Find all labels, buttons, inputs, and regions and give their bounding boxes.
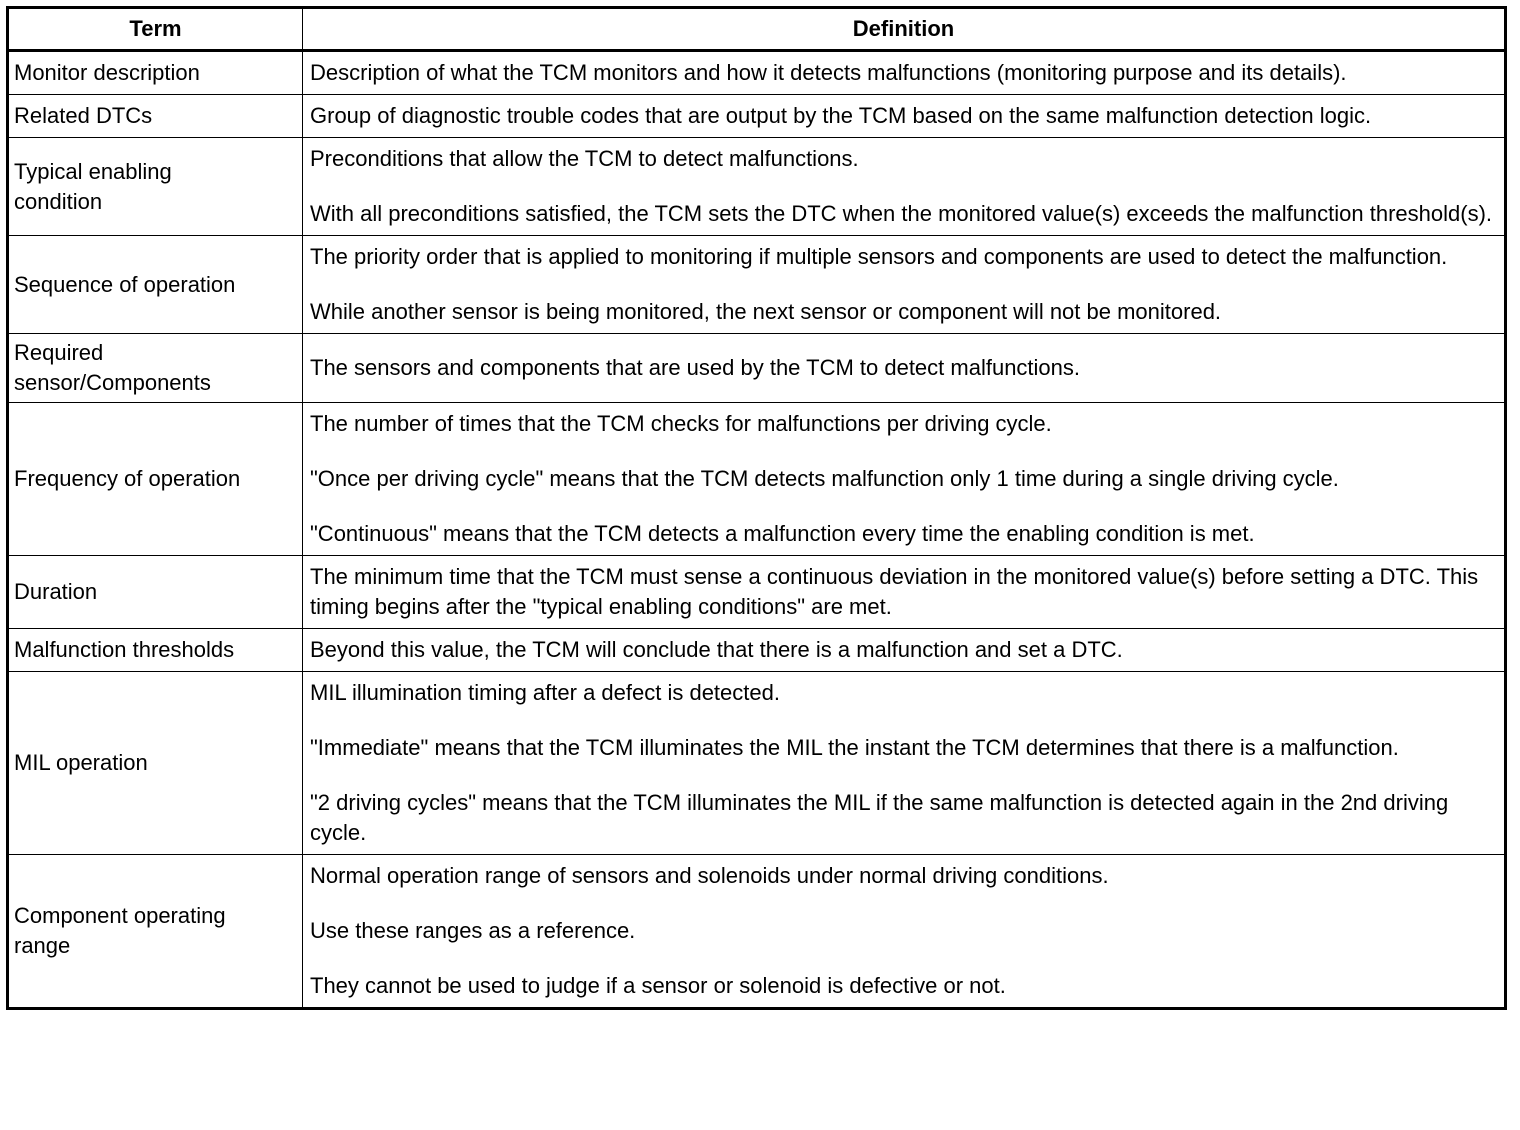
term-cell: MIL operation: [8, 672, 303, 855]
definition-paragraph: MIL illumination timing after a defect is detected.: [310, 680, 780, 705]
definition-cell: [303, 95, 1506, 138]
term-cell: Duration: [8, 556, 303, 629]
definition-cell: [303, 334, 1506, 403]
definition-paragraph: Normal operation range of sensors and solenoids under normal driving conditions.: [310, 863, 1109, 888]
definition-cell: [303, 138, 1506, 236]
term-cell: Component operating range: [8, 855, 303, 1009]
definition-cell: [303, 51, 1506, 95]
term-cell: Frequency of operation: [8, 403, 303, 556]
header-row: [8, 8, 1506, 51]
definition-paragraph: With all preconditions satisfied, the TCM sets the DTC when the monitored value(s) exceeds the malfunction threshold(s).: [310, 201, 1493, 226]
table-row: [8, 672, 1506, 855]
definition-paragraph: Use these ranges as a reference.: [310, 918, 636, 943]
definition-cell: [303, 629, 1506, 672]
definition-cell: [303, 236, 1506, 334]
table-row: [8, 236, 1506, 334]
definition-column-header: Definition: [303, 8, 1506, 51]
definition-paragraph: The number of times that the TCM checks for malfunctions per driving cycle.: [310, 411, 1052, 436]
term-cell: Related DTCs: [8, 95, 303, 138]
definition-paragraph: Group of diagnostic trouble codes that are output by the TCM based on the same malfunction detection logic.: [310, 103, 1372, 128]
table-row: [8, 403, 1506, 556]
term-column-header: Term: [8, 8, 303, 51]
definition-cell: [303, 672, 1506, 855]
definition-paragraph: Beyond this value, the TCM will conclude that there is a malfunction and set a DTC.: [310, 637, 1123, 662]
definition-paragraph: Description of what the TCM monitors and how it detects malfunctions (monitoring purpose and its details).: [310, 60, 1347, 85]
definition-paragraph: "Once per driving cycle" means that the TCM detects malfunction only 1 time during a single driving cycle.: [310, 466, 1339, 491]
definition-cell: [303, 855, 1506, 1009]
term-cell: Malfunction thresholds: [8, 629, 303, 672]
table-row: [8, 629, 1506, 672]
definition-paragraph: "2 driving cycles" means that the TCM illuminates the MIL if the same malfunction is detected again in the 2nd driving cycle.: [310, 790, 1449, 845]
term-cell: Sequence of operation: [8, 236, 303, 334]
table-row: [8, 855, 1506, 1009]
definition-cell: [303, 556, 1506, 629]
definition-paragraph: While another sensor is being monitored, the next sensor or component will not be monitored.: [310, 299, 1222, 324]
definition-paragraph: "Continuous" means that the TCM detects a malfunction every time the enabling condition is met.: [310, 521, 1255, 546]
definition-paragraph: "Immediate" means that the TCM illuminates the MIL the instant the TCM determines that there is a malfunction.: [310, 735, 1399, 760]
table-row: [8, 334, 1506, 403]
definition-paragraph: The sensors and components that are used by the TCM to detect malfunctions.: [310, 355, 1081, 380]
definition-paragraph: They cannot be used to judge if a sensor or solenoid is defective or not.: [310, 973, 1006, 998]
table-row: [8, 51, 1506, 95]
definition-paragraph: The minimum time that the TCM must sense a continuous deviation in the monitored value(s) before setting a DTC. This timing begins after the "typical enabling conditions" are met.: [310, 564, 1479, 619]
table-row: [8, 95, 1506, 138]
definition-cell: [303, 403, 1506, 556]
definition-paragraph: Preconditions that allow the TCM to detect malfunctions.: [310, 146, 859, 171]
term-cell: Monitor description: [8, 51, 303, 95]
definition-paragraph: The priority order that is applied to monitoring if multiple sensors and components are used to detect the malfunction.: [310, 244, 1448, 269]
terms-table: [6, 6, 1507, 1010]
table-row: [8, 556, 1506, 629]
table-row: [8, 138, 1506, 236]
term-cell: Typical enabling condition: [8, 138, 303, 236]
term-cell: Required sensor/Components: [8, 334, 303, 403]
